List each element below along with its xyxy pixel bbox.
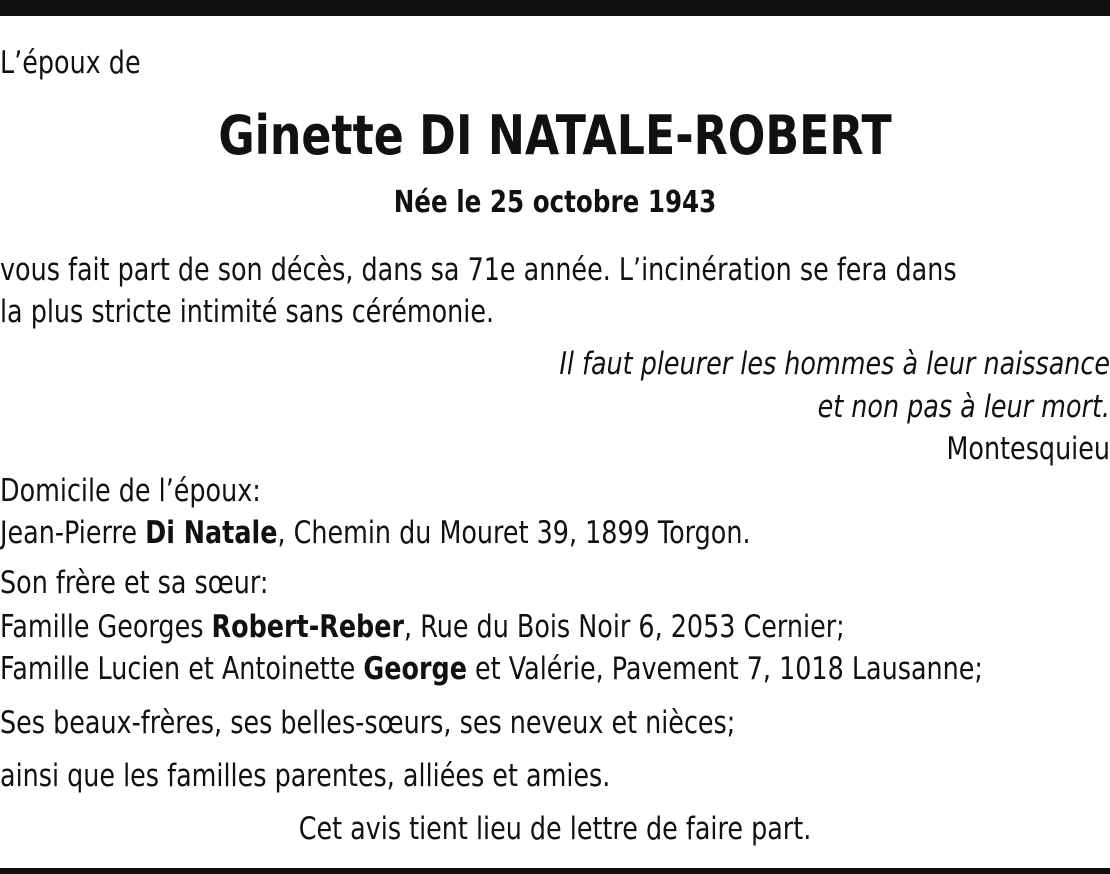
deceased-name: Ginette DI NATALE-ROBERT <box>218 104 892 167</box>
quote-line-1: Il faut pleurer les hommes à leur naissance <box>559 346 1110 382</box>
sibling-prefix: Famille Lucien et Antoinette <box>0 651 364 687</box>
siblings-heading: Son frère et sa sœur: <box>0 565 269 601</box>
families-text: ainsi que les familles parentes, alliées et amies. <box>0 758 611 794</box>
birth-date: Née le 25 octobre 1943 <box>393 185 717 220</box>
sibling-surname: George <box>363 651 467 687</box>
domicile-heading: Domicile de l’époux: <box>0 473 261 509</box>
quote-author: Montesquieu <box>946 431 1110 467</box>
domicile-surname: Di Natale <box>145 515 278 551</box>
quote-line-2: et non pas à leur mort. <box>817 389 1110 425</box>
sibling-surname: Robert-Reber <box>211 609 405 645</box>
domicile-street: , Chemin du Mouret 39, 1899 Torgon. <box>277 515 751 551</box>
bottom-border-rule <box>0 868 1110 874</box>
domicile-address <box>0 513 910 553</box>
sibling-address: , Rue du Bois Noir 6, 2053 Cernier; <box>404 609 845 645</box>
sibling-entry <box>0 607 910 647</box>
closing-text: Cet avis tient lieu de lettre de faire part. <box>298 811 812 847</box>
sibling-prefix: Famille Georges <box>0 609 212 645</box>
sibling-address: et Valérie, Pavement 7, 1018 Lausanne; <box>466 651 983 687</box>
top-border-rule <box>0 0 1110 16</box>
announcement-line-1: vous fait part de son décès, dans sa 71e année. L’incinération se fera dans <box>0 252 957 288</box>
sibling-entry <box>0 649 983 689</box>
intro-text: L’époux de <box>0 45 141 81</box>
domicile-prefix: Jean-Pierre <box>0 515 146 551</box>
in-laws-text: Ses beaux-frères, ses belles-sœurs, ses neveux et nièces; <box>0 705 736 741</box>
announcement-line-2: la plus stricte intimité sans cérémonie. <box>0 294 495 330</box>
